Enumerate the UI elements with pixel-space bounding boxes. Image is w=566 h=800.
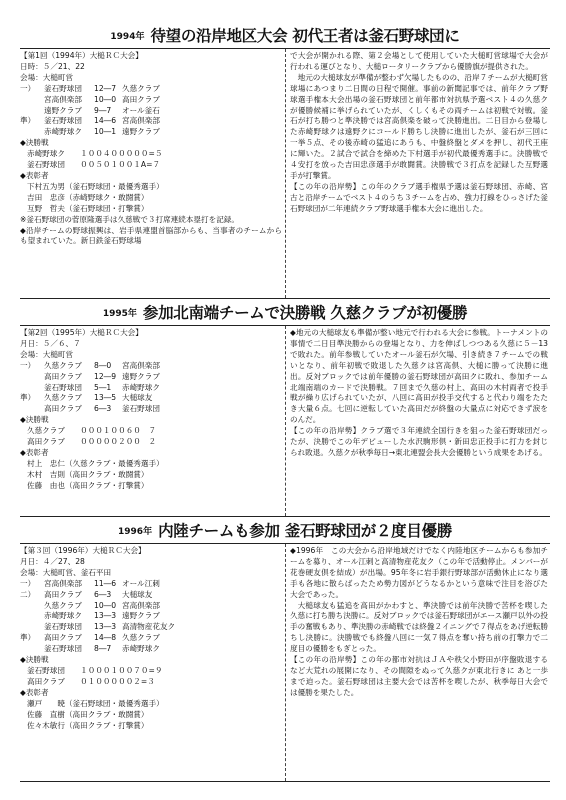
result-cell: 赤崎野球ク bbox=[122, 644, 160, 654]
result-cell: 準） bbox=[20, 393, 36, 403]
result-cell bbox=[20, 383, 44, 394]
note-paragraph: ※釜石野球団の菅原隆選手は久慈戦で３打席連続本塁打を記録。 bbox=[20, 214, 239, 224]
result-cell: 一） bbox=[20, 360, 36, 370]
result-cell: 9―7 bbox=[94, 105, 112, 115]
section-year: 1996年 bbox=[118, 526, 153, 537]
body-paragraph: 【この年の沿岸勢】この年の都市対抗はＪＡや秩父小野田が序盤敗退するなど大荒れの展開になり、その間隙をぬって久慈クが東北行きに あと一歩まで迫った。釜石野球団は主要大会では苦杯を喫したが、秋季毎日大会では優勝を果たした。 bbox=[290, 655, 548, 697]
result-cell: 釜石野球団 bbox=[44, 116, 82, 126]
result-row bbox=[20, 590, 282, 601]
body-paragraph: 【この年の沿岸勢】クラブ選で３年連続全国行きを狙った釜石野球団だったが、決勝でこの年デビューした水沢駒形倶・新田忠正投手に打力を封じられ敗退。久慈クが秋季毎日→東北連盟会長大会優勝という成果をあげる。 bbox=[290, 426, 548, 457]
tournament-name: 【第３回（1996年）大槌ＲＣ大会】 bbox=[20, 546, 146, 555]
result-row bbox=[20, 579, 282, 590]
result-cell: 釜石野球団 bbox=[44, 83, 82, 93]
final-score-line: 釜石野球団 １０００１００７０=９ bbox=[27, 665, 163, 675]
awards-header: ◆表彰者 bbox=[20, 447, 49, 457]
body-paragraph: ◆1996年 この大会から沿岸地域だけでなく内陸地区チームからも参加チームを募り、オール江刺と高清物産花友ク（この年で活動停止。メンバーが花巻硬友倶を結成）が出場。95年冬に岩手銀行野球部が活動休止になり選手も各地に散らばったため勢力図がどうなるかという意味で注目を浴びた大会であった。 bbox=[290, 546, 548, 599]
result-cell: 遠野クラブ bbox=[122, 127, 160, 137]
result-cell: 久慈クラブ bbox=[44, 393, 82, 403]
tournament-date: 月日：５／６、７ bbox=[20, 338, 81, 348]
result-cell: 12―9 bbox=[94, 371, 117, 381]
column-divider bbox=[285, 49, 286, 298]
body-paragraph: ◆地元の大槌球友も準備が整い地元で行われる大会に参戦。トーナメントの事情で二日目準決勝からの登場となり、力を伸ばしつつある久慈に５－13で敗れた。前年参戦していたオール釜石が欠場、引き続き７チームでの戦いとなり、前年初戦で敗退した久慈クは宮高倶、大槌に勝って決勝に進出。反対ブロックでは前年優勝の釜石野球団が高田クに敗れ、参加チーム北端南端のカードで決勝戦。７回まで久慈の村上、高田の木村両者で投手戦が繰り広げられていたが、八回に高田が投手交代すると代わり端をたたき大量６点。七回に逆転していた高田だが終盤の大量点に対応できず涙をのんだ。 bbox=[290, 328, 548, 425]
result-cell: 13―3 bbox=[94, 622, 117, 632]
result-row bbox=[20, 127, 282, 138]
result-cell: 遠野クラブ bbox=[122, 611, 160, 621]
body-paragraph: で大会が開かれる際、第２会場として使用していた大槌町営球場で大会が行われる運びとなり、大槌ロータリークラブから優勝旗が提供された。 bbox=[290, 51, 548, 71]
result-cell: 宮高倶楽部 bbox=[122, 116, 160, 126]
body-paragraph: 大槌球友も猛追を高田がかわすと、準決勝では前年決勝で苦杯を喫した久慈に打ち勝ち決勝に。反対ブロックでは釜石野球団がエース瀬戸以外の投手の奮戦もあり、準決勝の赤崎戦では終盤２イニングで７得点をあげ逆転勝ちし決勝に。決勝戦でも終盤八回に一気７得点を奪い持ち前の打撃力で二度目の優勝をもぎとった。 bbox=[290, 600, 548, 654]
tournament-venue: 会場：大槌町営 bbox=[20, 349, 74, 359]
result-row bbox=[20, 611, 282, 622]
result-cell: 釜石野球団 bbox=[44, 622, 82, 632]
result-cell: 高田クラブ bbox=[44, 404, 82, 414]
result-row bbox=[20, 404, 282, 415]
result-cell: 久慈クラブ bbox=[122, 633, 160, 643]
result-cell: 8―0 bbox=[94, 360, 112, 370]
section-body bbox=[20, 48, 550, 299]
award-line: 瀬戸 暁（釜石野球団・最優秀選手） bbox=[27, 698, 164, 708]
result-cell: 6―3 bbox=[94, 589, 112, 599]
final-header: ◆決勝戦 bbox=[20, 415, 49, 425]
award-line: 下村五为男（釜石野球団・最優秀選手） bbox=[27, 181, 164, 191]
final-header: ◆決勝戦 bbox=[20, 655, 49, 665]
final-score-line: 釜石野球団 ００５０１００１A=７ bbox=[27, 160, 161, 170]
section-title: 参加北南端チームで決勝戦 久慈クラブが初優勝 bbox=[142, 304, 468, 322]
result-row bbox=[20, 644, 282, 655]
result-cell: 10―0 bbox=[94, 600, 117, 610]
award-line: 村上 忠仁（久慈クラブ・最優秀選手） bbox=[27, 458, 164, 468]
result-cell: 赤崎野球ク bbox=[122, 382, 160, 392]
note-paragraph: ◆沿岸チームの野球振興は、岩手県連盟首脳部からも、当事者のチームからも望まれていた。新日鉄釜石野球場 bbox=[20, 225, 282, 246]
award-line: 吉田 忠彦（赤崎野球ク・敢闘賞） bbox=[27, 192, 149, 202]
result-row bbox=[20, 106, 282, 117]
result-cell: 13―3 bbox=[94, 611, 117, 621]
awards-header: ◆表彰者 bbox=[20, 687, 49, 697]
awards-header: ◆表彰者 bbox=[20, 170, 49, 180]
tournament-name: 【第2回（1995年）大槌ＲＣ大会】 bbox=[20, 328, 143, 337]
result-cell bbox=[20, 622, 44, 633]
award-line: 木村 吉則（高田クラブ・敢闘賞） bbox=[27, 469, 149, 479]
result-cell bbox=[20, 404, 44, 415]
result-cell: 14―6 bbox=[94, 116, 117, 126]
result-cell: 遠野クラブ bbox=[44, 105, 82, 115]
right-column bbox=[290, 328, 548, 459]
result-cell: 11―6 bbox=[94, 578, 117, 588]
result-cell: 13―5 bbox=[94, 393, 117, 403]
result-cell: 宮高倶楽部 bbox=[44, 578, 82, 588]
result-cell: 釜石野球団 bbox=[44, 644, 82, 654]
result-row bbox=[20, 84, 282, 95]
result-cell bbox=[20, 611, 44, 622]
column-divider bbox=[285, 326, 286, 516]
tournament-venue: 会場：大槌町営 bbox=[20, 72, 74, 82]
result-cell: 8―7 bbox=[94, 644, 112, 654]
body-paragraph: 【この年の沿岸勢】この年のクラブ選手権県予選は釜石野球団、赤崎、宮古と沿岸チームでベスト４のうち３チームを占め、強力打線をひっさげた釜石野球団が二年連続クラブ野球選手権本大会に進出した。 bbox=[290, 181, 548, 213]
body-paragraph: 地元の大槌球友が準備が整わず欠場したものの、沿岸７チームが大槌町営球場にあつまり二日間の日程で開催。事前の新聞記事では、前年クラブ野球選手権本大会出場の釜石野球団と前年都市対抗県予選ベスト４の久慈クが優勝候補に挙げられていたが、くしくもその両チームは初戦で対戦。釜石が打ち勝つと準決勝では宮高倶楽を破って決勝進出。二日目から登場した赤崎野球クは遠野クにコールド勝ちし決勝に進出したが、釜石が三回に一挙５点、その後赤崎の猛追にあうも、中盤終盤とダメを押し、初代王座に輝いた。２試合で試合を締めた下村選手が初代最優秀選手に。決勝戦で４安打を放った吉田忠彦選手が敢闘賞。決勝戦で３打点を記録した互野選手が打撃賞。 bbox=[290, 72, 548, 180]
result-cell: オール江刺 bbox=[122, 578, 160, 588]
section-body bbox=[20, 325, 550, 517]
section-header bbox=[20, 299, 550, 325]
result-cell: 赤崎野球ク bbox=[44, 127, 82, 137]
result-cell: 高田クラブ bbox=[44, 633, 82, 643]
result-cell: 遠野クラブ bbox=[122, 371, 160, 381]
result-row bbox=[20, 393, 282, 404]
result-row bbox=[20, 95, 282, 106]
final-header: ◆決勝戦 bbox=[20, 138, 49, 148]
left-column bbox=[20, 546, 282, 731]
result-cell: 一） bbox=[20, 578, 36, 588]
result-row bbox=[20, 372, 282, 383]
result-cell: 大槌球友 bbox=[122, 589, 153, 599]
result-cell: 赤崎野球ク bbox=[44, 611, 82, 621]
result-cell: 準） bbox=[20, 633, 36, 643]
section-1996 bbox=[20, 517, 550, 782]
result-cell: 釜石野球団 bbox=[122, 404, 160, 414]
left-column bbox=[20, 328, 282, 492]
section-header bbox=[20, 22, 550, 48]
result-cell: 二） bbox=[20, 589, 36, 599]
result-cell: 宮高倶楽部 bbox=[44, 94, 82, 104]
section-1995 bbox=[20, 299, 550, 517]
result-cell: 宮高倶楽部 bbox=[122, 600, 160, 610]
result-cell: 大槌球友 bbox=[122, 393, 153, 403]
result-cell bbox=[20, 644, 44, 655]
result-cell: 宮高倶楽部 bbox=[122, 360, 160, 370]
result-cell: 6―3 bbox=[94, 404, 112, 414]
result-cell: 久慈クラブ bbox=[44, 360, 82, 370]
section-title: 内陸チームも参加 釜石野球団が２度目優勝 bbox=[158, 522, 452, 540]
award-line: 佐藤 由也（高田クラブ・打撃賞） bbox=[27, 480, 149, 490]
result-cell bbox=[20, 127, 44, 138]
tournament-venue: 会場：大槌町営、釜石平田 bbox=[20, 567, 112, 577]
right-column bbox=[290, 546, 548, 699]
tournament-date: 日時：５／21、22 bbox=[20, 61, 85, 71]
result-cell: 久慈クラブ bbox=[122, 83, 160, 93]
result-cell bbox=[20, 372, 44, 383]
result-cell: 14―8 bbox=[94, 633, 117, 643]
result-row bbox=[20, 116, 282, 127]
result-cell: 釜石野球団 bbox=[44, 382, 82, 392]
section-1994 bbox=[20, 22, 550, 299]
final-score-line: 高田クラブ ０１０００００２=３ bbox=[27, 676, 155, 686]
result-cell: 12―7 bbox=[94, 83, 117, 93]
result-row bbox=[20, 361, 282, 372]
result-row bbox=[20, 622, 282, 633]
result-cell: 10―1 bbox=[94, 127, 117, 137]
result-cell: 久慈クラブ bbox=[44, 600, 82, 610]
section-year: 1995年 bbox=[102, 308, 137, 319]
page bbox=[20, 22, 550, 782]
result-row bbox=[20, 601, 282, 612]
result-cell: 10―0 bbox=[94, 94, 117, 104]
award-line: 互野 哲夫（釜石野球団・打撃賞） bbox=[27, 203, 149, 213]
right-column bbox=[290, 51, 548, 215]
section-title: 待望の沿岸地区大会 初代王者は釜石野球団に bbox=[150, 27, 460, 45]
tournament-name: 【第1回（1994年）大槌ＲＣ大会】 bbox=[20, 51, 143, 60]
left-column bbox=[20, 51, 282, 247]
result-cell: 高田クラブ bbox=[122, 94, 160, 104]
result-cell bbox=[20, 95, 44, 106]
award-line: 佐々木敏行（高田クラブ・打撃賞） bbox=[27, 720, 149, 730]
result-row bbox=[20, 633, 282, 644]
result-cell: オール釜石 bbox=[122, 105, 160, 115]
result-row bbox=[20, 383, 282, 394]
result-cell: 5―1 bbox=[94, 382, 112, 392]
section-body bbox=[20, 543, 550, 782]
tournament-date: 月日：４／27、28 bbox=[20, 556, 85, 566]
result-cell: 一） bbox=[20, 83, 36, 93]
column-divider bbox=[285, 544, 286, 781]
result-cell: 高清物産花友ク bbox=[122, 622, 176, 632]
award-line: 佐藤 直樹（高田クラブ・敢闘賞） bbox=[27, 709, 149, 719]
section-header bbox=[20, 517, 550, 543]
final-score-line: 赤崎野球ク １００４０００００=５ bbox=[27, 149, 163, 159]
final-score-line: 高田クラブ ０００００２００ ２ bbox=[27, 437, 157, 447]
result-cell bbox=[20, 601, 44, 612]
section-year: 1994年 bbox=[110, 31, 145, 42]
result-cell: 高田クラブ bbox=[44, 589, 82, 599]
result-cell: 高田クラブ bbox=[44, 371, 82, 381]
result-cell bbox=[20, 106, 44, 117]
final-score-line: 久慈クラブ ０００１００６０ ７ bbox=[27, 426, 157, 436]
result-cell: 準） bbox=[20, 116, 36, 126]
